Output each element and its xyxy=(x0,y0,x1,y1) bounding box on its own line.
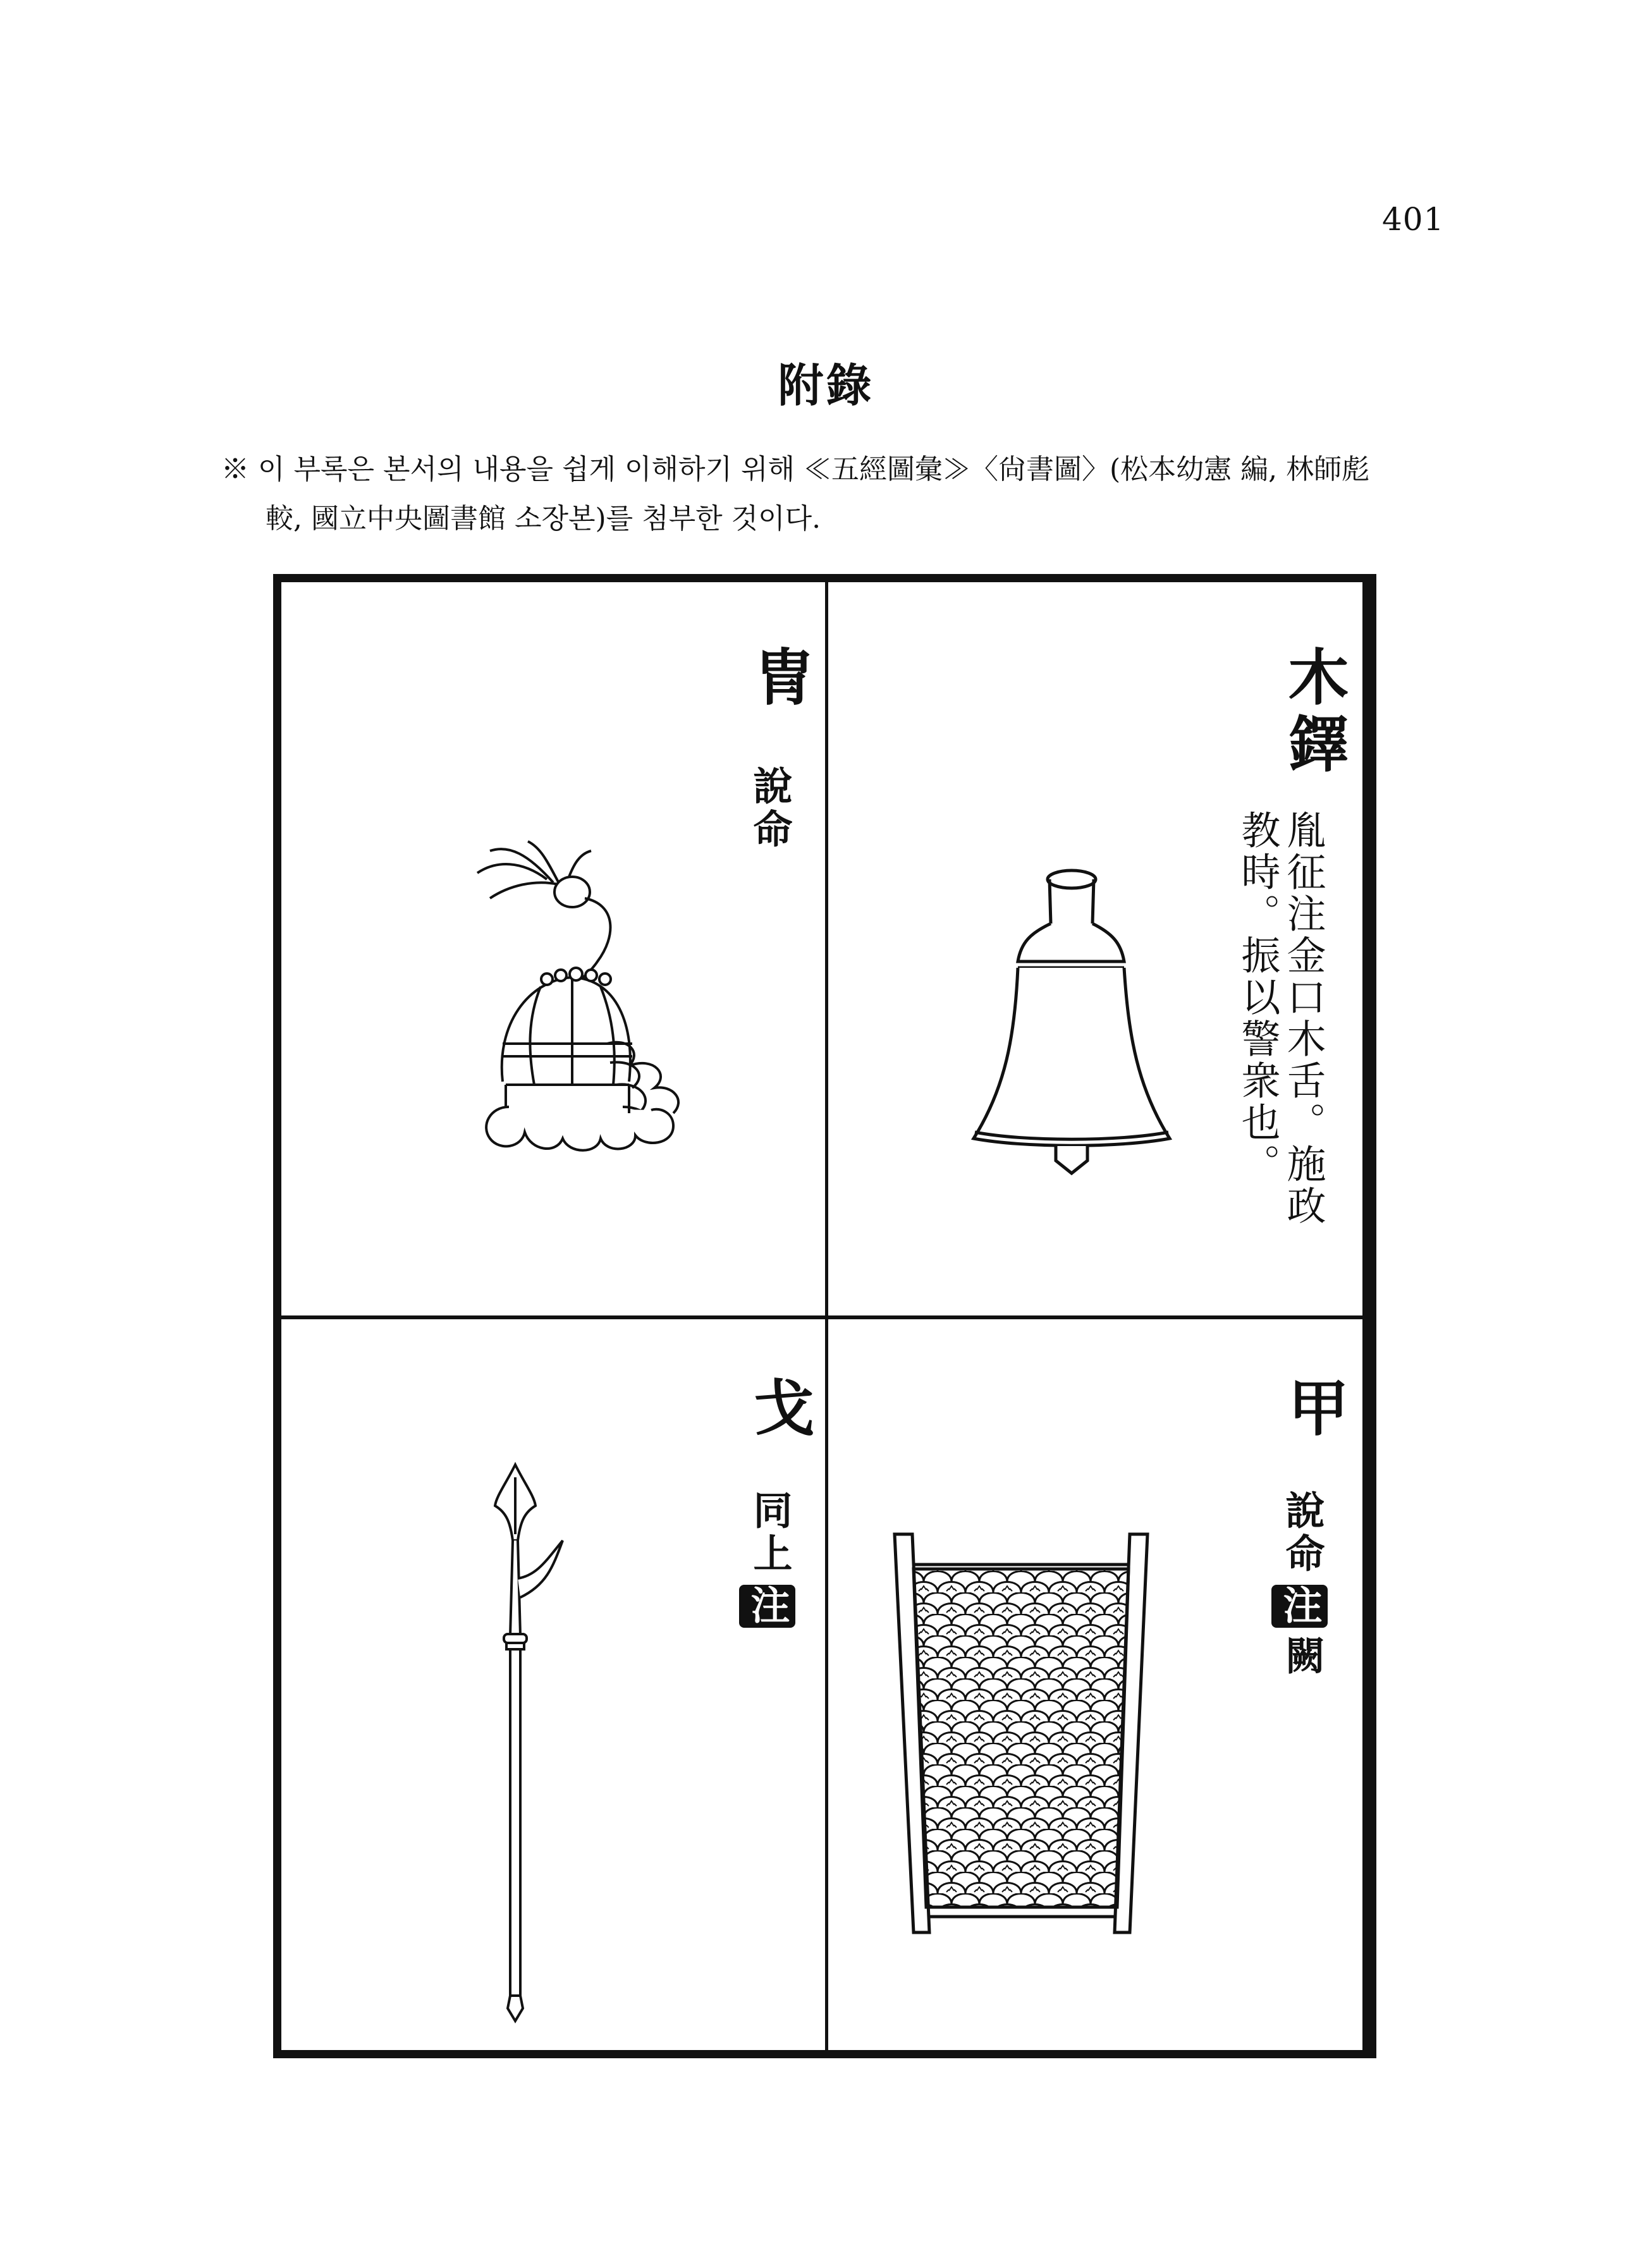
note-line-2: 較, 國立中央圖書館 소장본)를 첨부한 것이다. xyxy=(266,503,821,535)
illustration-plate xyxy=(273,574,1376,2058)
panel-wooden-bell xyxy=(828,582,1371,1315)
armor-tail: 闕 xyxy=(1279,1635,1325,1678)
dagger-axe-drawing xyxy=(477,1458,604,2040)
panel-armor xyxy=(828,1319,1371,2059)
panel-helmet xyxy=(281,582,825,1315)
note-line-1: ※ 이 부록은 본서의 내용을 쉽게 이해하기 위해 ≪五經圖彙≫〈尙書圖〉(松本幼憲 編, 林師彪 xyxy=(221,453,1370,485)
page-number: 401 xyxy=(1382,201,1445,238)
helmet-name: 冑 xyxy=(744,645,816,712)
panel-dagger-axe xyxy=(281,1319,825,2059)
dagger-axe-source: 同上 xyxy=(747,1490,793,1576)
dagger-axe-badge xyxy=(739,1585,795,1628)
annotation-badge: 注 xyxy=(1271,1585,1328,1628)
helmet-drawing xyxy=(471,835,737,1214)
armor-badge xyxy=(1271,1585,1328,1628)
wooden-bell-name: 木鐸 xyxy=(1278,645,1350,779)
dagger-axe-name: 戈 xyxy=(744,1376,816,1443)
wooden-bell-note-col2: 教時。振以警衆也。 xyxy=(1235,810,1281,1185)
appendix-note xyxy=(221,445,1441,544)
armor-drawing xyxy=(882,1528,1160,1939)
armor-source: 說命 xyxy=(1279,1490,1325,1576)
helmet-source: 說命 xyxy=(747,766,793,851)
armor-name: 甲 xyxy=(1278,1376,1350,1443)
page-title: 附錄 xyxy=(778,358,874,412)
annotation-badge: 注 xyxy=(739,1585,795,1628)
wooden-bell-drawing xyxy=(961,860,1189,1202)
wooden-bell-note-col1: 胤征注金口木舌。施政 xyxy=(1280,810,1326,1227)
